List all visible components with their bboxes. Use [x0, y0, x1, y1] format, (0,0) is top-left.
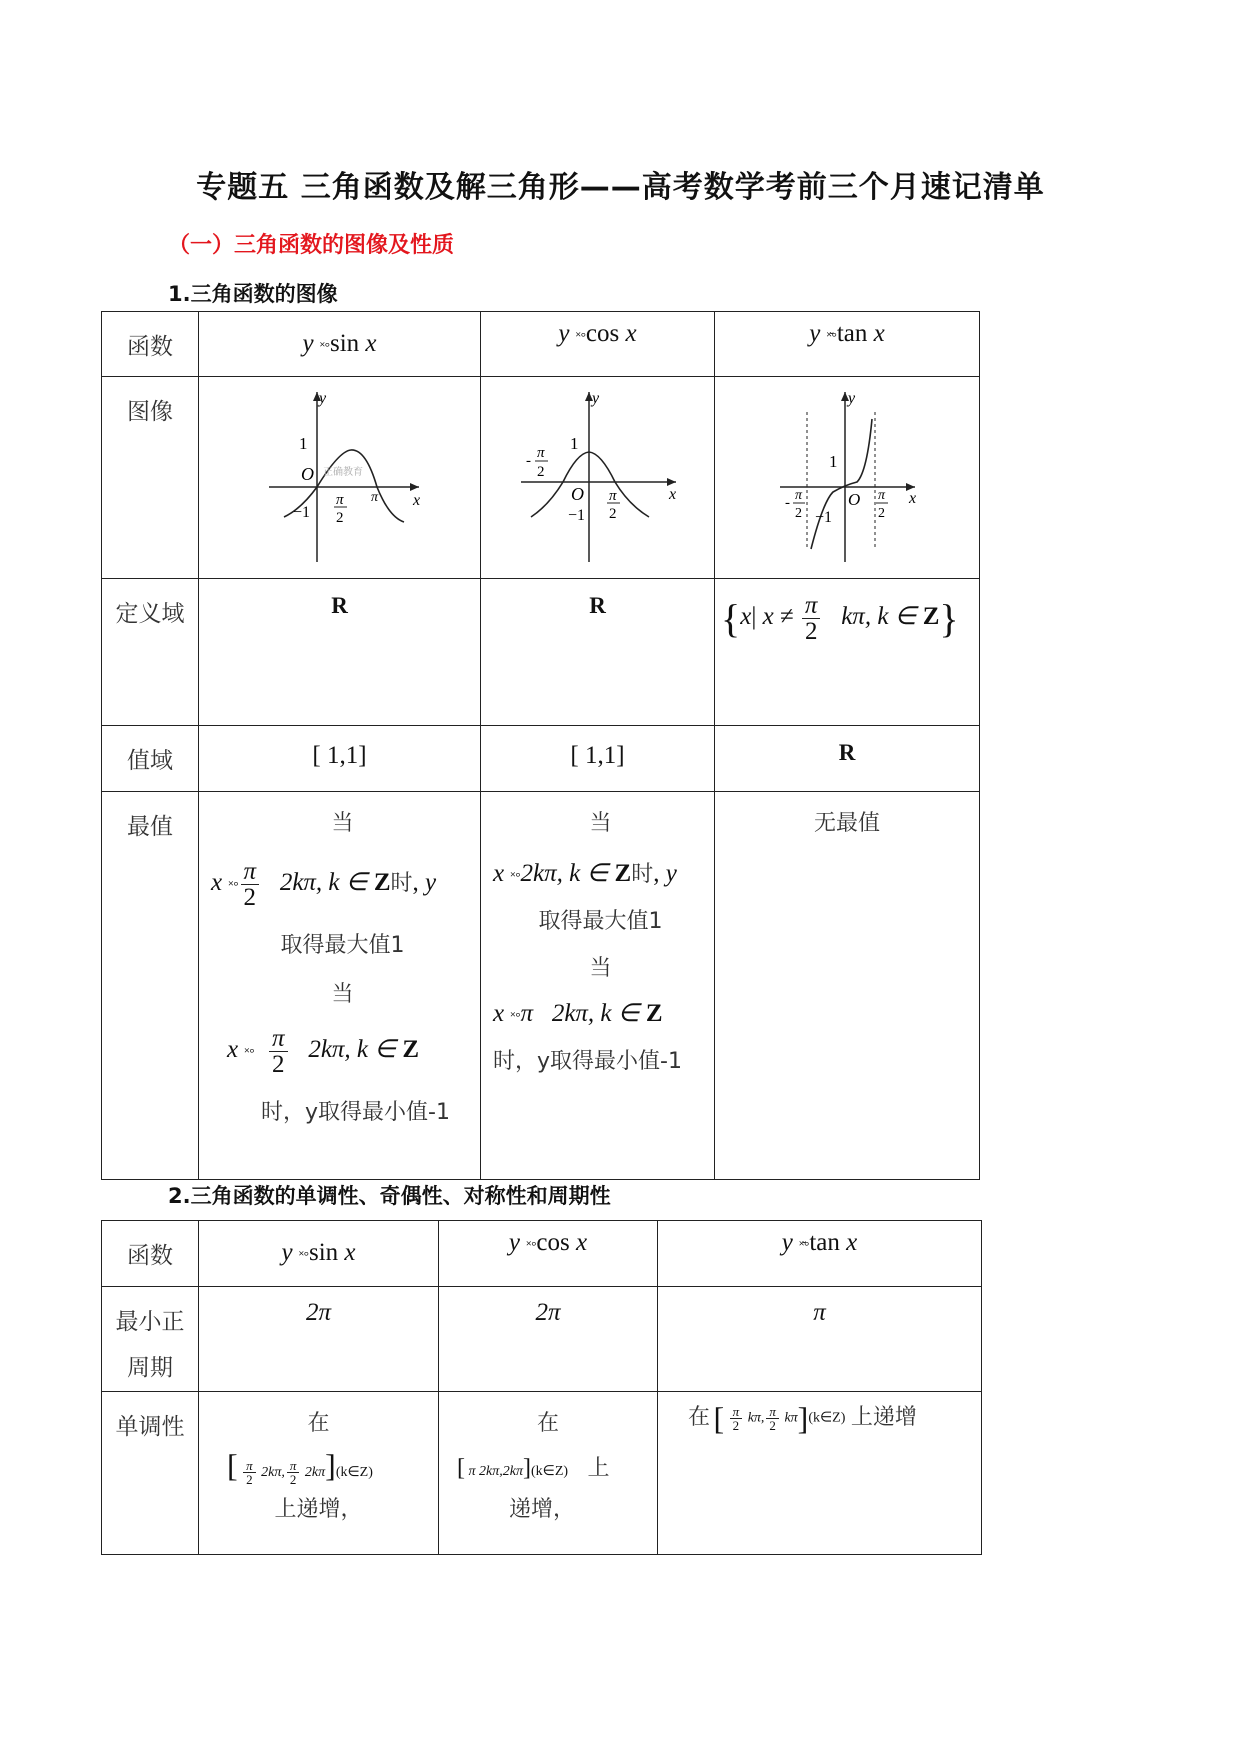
graph-row — [102, 377, 980, 579]
label-range: 值域 — [102, 726, 199, 792]
tan-graph-tick-pi-half-num: π — [878, 488, 886, 503]
cos-graph-tick-neg-pi-half-den: 2 — [537, 464, 545, 480]
sin-extreme: 当 x ˟° $\frac{\pi}{2}$ 2kπ, k ∈ Z时, y 取得最大值1 当 x ˟° $\frac{\pi}{2}$ 2kπ, k ∈ Z 时，y取得最小值-1 — [199, 792, 481, 1180]
tan-graph-x-label: x — [909, 490, 917, 507]
function-row-2 — [102, 1221, 982, 1287]
label-function-2: 函数 — [102, 1221, 199, 1287]
sin-graph-x-label: x — [413, 492, 421, 509]
tan-graph-minus: - — [785, 495, 790, 511]
sin-graph-y-label: y — [319, 390, 327, 407]
subheading-properties: 2.三角函数的单调性、奇偶性、对称性和周期性 — [168, 1184, 611, 1208]
graph-watermark: 正确教育 — [323, 467, 363, 478]
sin-graph — [199, 377, 479, 572]
monotone-row — [102, 1392, 982, 1555]
cos-formula: y ˟°cos x — [558, 320, 637, 347]
cos-period: 2π — [535, 1299, 561, 1326]
sin-graph-tick-pi-half-den: 2 — [336, 510, 344, 526]
graph-property-table — [101, 311, 980, 1180]
tan-graph-cell — [715, 377, 980, 579]
tan-function-cell — [715, 312, 980, 377]
period-monotone-table — [101, 1220, 982, 1555]
function-row — [102, 312, 980, 377]
tan-extreme: 无最值 — [715, 792, 980, 1180]
sin-graph-cell — [199, 377, 481, 579]
sin-graph-tick-pi: π — [371, 490, 379, 505]
period-row — [102, 1287, 982, 1392]
sin-graph-tick-pi-half-num: π — [336, 492, 344, 508]
cos-extreme: 当 x ˟°2kπ, k ∈ Z时, y 取得最大值1 当 x ˟°π 2kπ, k ∈ Z 时，y取得最小值-1 — [481, 792, 715, 1180]
subheading-graphs: 1.三角函数的图像 — [168, 282, 338, 306]
tan-formula: y ˟̆°tan x — [809, 320, 885, 347]
sin-range: [ 1,1] — [312, 742, 367, 769]
label-period: 最小正 周期 — [102, 1287, 199, 1392]
label-extreme: 最值 — [102, 792, 199, 1180]
tan-graph — [715, 377, 978, 572]
sin-formula: y ˟°sin x — [302, 330, 377, 357]
tan-period: π — [813, 1299, 826, 1326]
sin-graph-tick-neg1: −1 — [293, 504, 311, 521]
sin-graph-origin: O — [301, 464, 314, 484]
cos-graph — [481, 377, 713, 572]
range-row — [102, 726, 980, 792]
sin-formula-2: y ˟°sin x — [281, 1239, 356, 1266]
tan-graph-tick-neg1: −1 — [815, 509, 833, 526]
cos-function-cell — [481, 312, 715, 377]
sin-function-cell — [199, 312, 481, 377]
tan-graph-origin: O — [848, 490, 861, 509]
cos-graph-y-label: y — [592, 390, 600, 407]
sin-graph-tick-1: 1 — [299, 434, 308, 453]
tan-graph-y-label: y — [848, 390, 856, 407]
cos-graph-tick-neg-pi-half-num: π — [537, 445, 545, 461]
extreme-row — [102, 792, 980, 1180]
cos-range: [ 1,1] — [570, 742, 625, 769]
page-title: 专题五 三角函数及解三角形——高考数学考前三个月速记清单 — [196, 170, 1045, 205]
section-heading: （一）三角函数的图像及性质 — [168, 233, 455, 258]
tan-graph-tick-pi-half-den: 2 — [878, 506, 885, 521]
cos-domain: R — [589, 593, 606, 618]
cos-graph-tick-pi-half-num: π — [609, 488, 617, 504]
tan-range: R — [838, 740, 856, 765]
cos-formula-2: y ˟°cos x — [508, 1229, 588, 1256]
label-domain: 定义域 — [102, 579, 199, 726]
cos-graph-x-label: x — [669, 486, 677, 503]
domain-row — [102, 579, 980, 726]
cos-graph-tick-pi-half-den: 2 — [609, 506, 617, 522]
cos-graph-tick-1: 1 — [570, 434, 579, 453]
cos-graph-minus: - — [526, 453, 531, 469]
tan-graph-tick-neg-pi-half-num: π — [795, 488, 803, 503]
sin-domain: R — [331, 593, 348, 618]
tan-monotone: 在 [ $\frac{\pi}{2}$ kπ, $\frac{\pi}{2}$ kπ](k∈Z) 上递增 — [658, 1392, 982, 1555]
label-function: 函数 — [102, 312, 199, 377]
cos-graph-origin: O — [571, 484, 584, 504]
cos-graph-cell — [481, 377, 715, 579]
cos-graph-tick-neg1: −1 — [568, 507, 586, 524]
tan-domain: {x| x ≠ $\frac{\pi}{2}$ kπ, k ∈ Z} — [715, 579, 980, 726]
tan-formula-2: y ˟̆°tan x — [781, 1229, 858, 1256]
label-graph: 图像 — [102, 377, 199, 579]
sin-monotone: 在 [ $\frac{\pi}{2}$ 2kπ, $\frac{\pi}{2}$ 2kπ](k∈Z) 上递增， — [199, 1392, 439, 1555]
tan-graph-tick-1: 1 — [829, 452, 838, 471]
cos-monotone: 在 [ π 2kπ,2kπ](k∈Z) 上 递增， — [439, 1392, 658, 1555]
tan-graph-tick-neg-pi-half-den: 2 — [795, 506, 802, 521]
label-monotone: 单调性 — [102, 1392, 199, 1555]
sin-period: 2π — [305, 1299, 332, 1326]
